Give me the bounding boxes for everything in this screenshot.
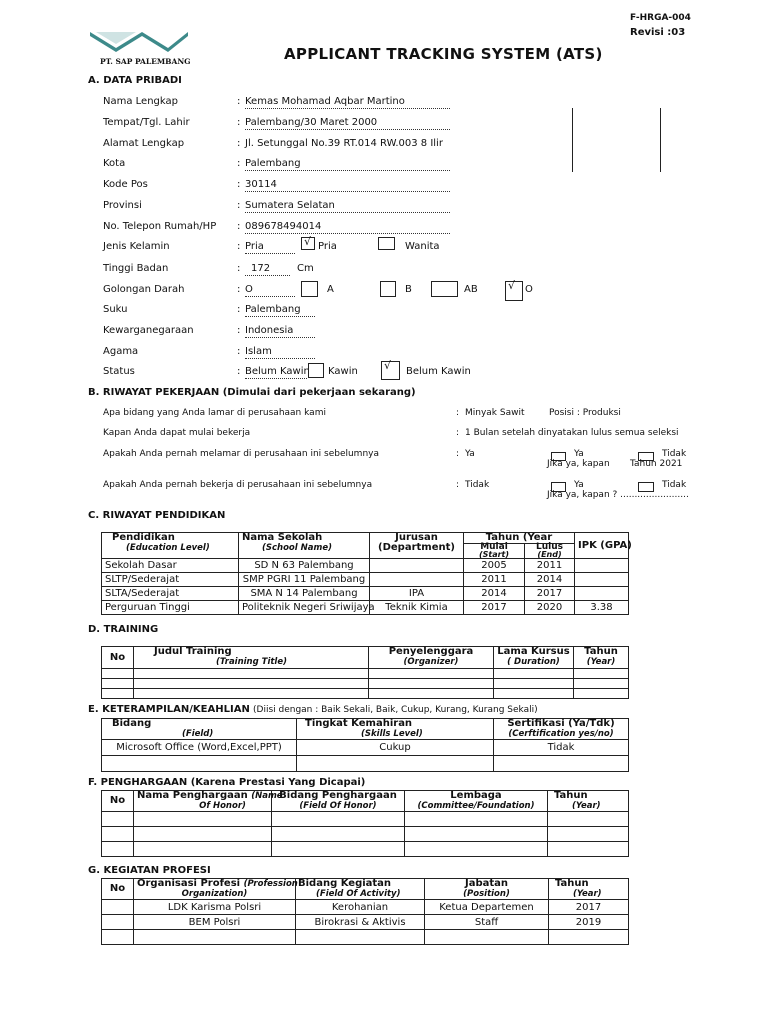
q-worked-before: Apakah Anda pernah bekerja di perusahaan ini sebelumnya [103,480,373,490]
empty-cell[interactable] [272,827,405,842]
awards-table [101,790,629,857]
empty-cell[interactable] [574,669,629,679]
table-row [102,900,629,915]
header-award-field-sub: (Field Of Honor) [299,801,377,811]
header-no [102,791,134,812]
cell-skill-field[interactable]: Microsoft Office (Word,Excel,PPT) [102,740,297,756]
company-name: PT. SAP PALEMBANG [100,57,191,66]
header-organizer-sub: (Organizer) [403,657,459,667]
section-d-heading: D. TRAINING [88,624,159,635]
empty-cell[interactable] [134,689,369,699]
value-postal-code[interactable]: 30114 [245,179,450,192]
cell-gpa[interactable]: 3.38 [575,601,629,615]
cell-position[interactable]: Staff [425,915,549,930]
label-gender: Jenis Kelamin [103,241,170,252]
header-major [370,533,464,559]
header-award-org [405,791,548,812]
label-postal-code: Kode Pos [103,179,148,190]
header-award-year-sub: (Year) [572,801,601,811]
header-certification-sub: (Cerftification yes/no) [508,729,614,739]
label-full-name: Nama Lengkap [103,96,178,107]
cell-activity-year[interactable]: 2019 [549,915,629,930]
option-applied-yes: Ya [574,449,584,459]
value-height[interactable]: 172 [245,263,290,276]
label-phone: No. Telepon Rumah/HP [103,221,217,232]
label-status: Status [103,366,135,377]
cell-skill-cert[interactable]: Tidak [494,740,629,756]
cell-major[interactable] [370,559,464,573]
check-mark: √ [508,279,516,292]
check-mark: √ [304,235,312,248]
section-e-heading: E. KETERAMPILAN/KEAHLIAN [88,704,250,715]
empty-cell[interactable] [405,812,548,827]
value-birth[interactable]: Palembang/30 Maret 2000 [245,117,450,130]
header-major-sub: (Department) [378,542,455,553]
colon: : [237,346,241,357]
option-single-label: Belum Kawin [406,366,471,377]
photo-box-right-line [660,108,661,172]
section-a-heading: A. DATA PRIBADI [88,75,182,86]
cell-end[interactable]: 2011 [525,559,575,573]
colon: : [237,304,241,315]
cell-school[interactable]: SMA N 14 Palembang [239,587,370,601]
section-g-heading: G. KEGIATAN PROFESI [88,865,211,876]
colon: : [237,158,241,169]
header-gpa-text: IPK (GPA) [578,539,632,551]
empty-cell[interactable] [494,669,574,679]
section-e-note: (Diisi dengan : Baik Sekali, Baik, Cukup, Kurang, Kurang Sekali) [253,705,538,715]
cell-major[interactable]: Teknik Kimia [370,601,464,615]
header-no [102,879,134,900]
header-organizer [369,647,494,669]
empty-cell[interactable] [548,827,629,842]
table-row [102,842,629,857]
empty-cell[interactable] [134,669,369,679]
header-skill-level-sub: (Skills Level) [361,729,423,739]
value-nationality[interactable]: Indonesia [245,325,315,338]
answer-applied-before[interactable]: Ya [465,449,475,459]
colon: : [456,480,460,490]
cell-activity-year[interactable]: 2017 [549,900,629,915]
empty-cell[interactable] [134,930,296,945]
cell-major[interactable]: IPA [370,587,464,601]
header-no-text: No [109,795,126,806]
option-worked-yes: Ya [574,480,584,490]
header-gpa [575,533,632,559]
cell-school[interactable]: SMP PGRI 11 Palembang [239,573,370,587]
cell-school[interactable]: SD N 63 Palembang [239,559,370,573]
table-row [102,827,629,842]
option-blood-a-label: A [327,284,334,295]
header-organization-sub1: (Profession [243,879,298,889]
colon: : [237,138,241,149]
answer-applied-year[interactable]: Tahun 2021 [630,459,683,469]
empty-cell[interactable] [549,930,629,945]
option-applied-no: Tidak [662,449,687,459]
checkbox-blood-a[interactable] [301,281,318,297]
header-duration-sub: ( Duration) [507,657,560,667]
section-f-heading: F. PENGHARGAAN (Karena Prestasi Yang Dicapai) [88,777,366,788]
cell-start[interactable]: 2011 [464,573,525,587]
checkbox-blood-ab[interactable] [431,281,458,297]
header-award-year-text: Tahun [554,790,588,801]
photo-box-left-line [572,108,573,172]
header-school-text: Nama Sekolah [242,532,323,543]
table-row [102,740,629,756]
table-row [102,587,629,601]
header-education-sub: (Education Level) [126,543,210,553]
empty-cell[interactable] [102,900,134,915]
colon: : [456,449,460,459]
colon: : [237,179,241,190]
option-worked-no: Tidak [662,480,687,490]
header-duration [494,647,574,669]
empty-cell[interactable] [102,689,134,699]
cell-major[interactable] [370,573,464,587]
header-major-text: Jurusan [395,532,438,543]
header-award-org-sub: (Committee/Foundation) [417,801,535,811]
empty-cell[interactable] [102,930,134,945]
checkbox-blood-o[interactable] [505,281,523,301]
colon: : [237,96,241,107]
header-start-sub: (Start) [478,550,510,559]
value-city[interactable]: Palembang [245,158,450,171]
checkbox-gender-male[interactable] [301,237,315,250]
header-training-year [574,647,629,669]
label-city: Kota [103,158,126,169]
empty-cell[interactable] [134,827,272,842]
colon: : [237,263,241,274]
header-activity-field-text: Bidang Kegiatan [298,878,392,889]
option-blood-b-label: B [405,284,412,295]
value-blood-type[interactable]: O [245,284,295,297]
cell-start[interactable]: 2005 [464,559,525,573]
label-blood-type: Golongan Darah [103,284,185,295]
training-table [101,646,629,699]
header-training-year-sub: (Year) [586,657,616,667]
empty-cell[interactable] [102,842,134,857]
value-province[interactable]: Sumatera Selatan [245,200,450,213]
header-award-name-sub2: Of Honor) [199,801,246,811]
table-row [102,679,629,689]
header-activity-field-sub: (Field Of Activity) [316,889,401,899]
empty-cell[interactable] [102,679,134,689]
empty-cell[interactable] [134,812,272,827]
option-blood-ab-label: AB [464,284,478,295]
header-organization-text: Organisasi Profesi [137,878,241,889]
header-organizer-text: Penyelenggara [388,646,474,657]
empty-cell[interactable] [369,669,494,679]
empty-cell[interactable] [102,812,134,827]
header-activity-year [549,879,629,900]
header-award-name-sub1: (Name [251,791,283,801]
table-row [102,689,629,699]
header-education-text: Pendidikan [112,532,175,543]
option-blood-o-label: O [525,284,533,295]
header-activity-year-sub: (Year) [573,889,602,899]
header-training-title-text: Judul Training [154,646,232,657]
cell-level[interactable]: Sekolah Dasar [102,559,239,573]
header-end-sub: (End) [537,550,562,559]
header-organization-sub2: Organization) [181,889,248,899]
value-religion[interactable]: Islam [245,346,315,359]
section-b-heading: B. RIWAYAT PEKERJAAN (Dimulai dari pekerjaan sekarang) [88,387,416,398]
answer-applied-field[interactable]: Minyak Sawit [465,408,525,418]
option-female-label: Wanita [405,241,440,252]
value-phone[interactable]: 089678494014 [245,221,450,234]
empty-cell[interactable] [102,669,134,679]
answer-worked-before[interactable]: Tidak [465,480,490,490]
header-activity-year-text: Tahun [555,878,589,889]
cell-position[interactable]: Ketua Departemen [425,900,549,915]
cell-end[interactable]: 2020 [525,601,575,615]
q-applied-before: Apakah Anda pernah melamar di perusahaan ini sebelumnya [103,449,379,459]
header-no-text: No [109,883,126,894]
cell-end[interactable]: 2017 [525,587,575,601]
empty-cell[interactable] [494,689,574,699]
form-code: F-HRGA-004 [630,13,691,23]
empty-cell[interactable] [297,756,494,772]
header-end-text: Lulus [536,542,563,552]
table-row [102,601,629,615]
table-row [102,915,629,930]
cell-end[interactable]: 2014 [525,573,575,587]
empty-cell[interactable] [548,842,629,857]
value-full-name[interactable]: Kemas Mohamad Aqbar Martino [245,96,450,109]
check-mark: √ [384,359,392,372]
colon: : [237,325,241,336]
revision-number: Revisi :03 [630,27,686,38]
empty-cell[interactable] [102,827,134,842]
cell-gpa[interactable] [575,559,629,573]
label-province: Provinsi [103,200,142,211]
empty-cell[interactable] [272,812,405,827]
cell-organization[interactable]: BEM Polsri [134,915,296,930]
header-education [102,533,239,559]
page-title: APPLICANT TRACKING SYSTEM (ATS) [284,45,603,63]
header-no-text: No [109,651,126,663]
education-table [101,532,632,615]
table-row [102,669,629,679]
value-ethnicity[interactable]: Palembang [245,304,315,317]
table-row [102,930,629,945]
header-activity-field [296,879,425,900]
note-applied-when: Jika ya, kapan [547,459,610,469]
option-married-label: Kawin [328,366,358,377]
label-address: Alamat Lengkap [103,138,185,149]
header-school-sub: (School Name) [262,543,333,553]
note-worked-when: Jika ya, kapan ? ........................ [547,490,689,500]
empty-cell[interactable] [405,827,548,842]
empty-cell[interactable] [102,756,297,772]
cell-gpa[interactable] [575,573,629,587]
colon: : [237,241,241,252]
header-skill-level-text: Tingkat Kemahiran [305,718,413,729]
skills-table [101,718,629,772]
header-start [464,544,525,559]
header-duration-text: Lama Kursus [497,646,570,657]
label-ethnicity: Suku [103,304,128,315]
empty-cell[interactable] [548,812,629,827]
header-skill-level [297,719,494,740]
header-award-org-text: Lembaga [450,790,502,801]
q-start-date: Kapan Anda dapat mulai bekerja [103,428,251,438]
cell-activity-field[interactable]: Birokrasi & Aktivis [296,915,425,930]
header-certification-text: Sertifikasi (Ya/Tdk) [507,718,615,729]
checkbox-gender-female[interactable] [378,237,395,250]
section-e-heading-wrap [88,704,538,715]
checkbox-status-married[interactable] [308,363,324,378]
header-award-field-text: Bidang Penghargaan [279,790,397,801]
label-nationality: Kewarganegaraan [103,325,194,336]
header-end [525,544,575,559]
cell-start[interactable]: 2014 [464,587,525,601]
cell-gpa[interactable] [575,587,629,601]
empty-cell[interactable] [425,930,549,945]
cell-organization[interactable]: LDK Karisma Polsri [134,900,296,915]
empty-cell[interactable] [405,842,548,857]
empty-cell[interactable] [494,679,574,689]
empty-cell[interactable] [574,689,629,699]
activities-table [101,878,629,945]
header-position [425,879,549,900]
empty-cell[interactable] [134,679,369,689]
checkbox-blood-b[interactable] [380,281,396,297]
cell-activity-field[interactable]: Kerohanian [296,900,425,915]
table-row [102,756,629,772]
answer-start-date[interactable]: 1 Bulan setelah dinyatakan lulus semua seleksi [465,428,679,438]
empty-cell[interactable] [134,842,272,857]
cell-school[interactable]: Politeknik Negeri Sriwijaya [239,601,370,615]
header-position-text: Jabatan [464,878,509,889]
value-address[interactable]: Jl. Setunggal No.39 RT.014 RW.003 8 Ilir [245,138,443,149]
section-c-heading: C. RIWAYAT PENDIDIKAN [88,510,226,521]
colon: : [237,200,241,211]
header-training-year-text: Tahun [584,646,618,657]
colon: : [456,428,460,438]
empty-cell[interactable] [494,756,629,772]
empty-cell[interactable] [369,689,494,699]
cell-level[interactable]: Perguruan Tinggi [102,601,239,615]
header-organization [134,879,296,900]
header-start-text: Mulai [480,542,508,552]
header-certification [494,719,629,740]
colon: : [237,117,241,128]
cell-level[interactable]: SLTA/Sederajat [102,587,239,601]
header-award-field [272,791,405,812]
header-field-text: Bidang [112,718,152,729]
cell-level[interactable]: SLTP/Sederajat [102,573,239,587]
label-religion: Agama [103,346,139,357]
value-status[interactable]: Belum Kawin [245,366,310,377]
empty-cell[interactable] [102,915,134,930]
height-unit: Cm [297,263,314,274]
header-award-name-text: Nama Penghargaan [137,790,248,801]
value-gender[interactable]: Pria [245,241,295,254]
checkbox-status-single[interactable] [381,361,400,380]
q-applied-field: Apa bidang yang Anda lamar di perusahaan kami [103,408,326,418]
table-row [102,559,629,573]
label-birth: Tempat/Tgl. Lahir [103,117,190,128]
header-position-sub: (Position) [463,889,510,899]
header-award-year [548,791,629,812]
empty-cell[interactable] [296,930,425,945]
cell-start[interactable]: 2017 [464,601,525,615]
header-year-text: Tahun (Year [485,532,553,543]
header-school [239,533,370,559]
label-height: Tinggi Badan [103,263,169,274]
colon: : [237,284,241,295]
empty-cell[interactable] [369,679,494,689]
option-male-label: Pria [318,241,337,252]
header-training-title [134,647,369,669]
empty-cell[interactable] [574,679,629,689]
table-row [102,812,629,827]
header-award-name [134,790,283,812]
empty-cell[interactable] [272,842,405,857]
header-field [102,719,297,740]
header-no [102,647,134,669]
colon: : [456,408,460,418]
header-training-title-sub: (Training Title) [216,657,287,667]
colon: : [237,366,241,377]
table-row [102,573,629,587]
header-field-sub: (Field) [182,729,214,739]
company-logo [90,30,188,52]
answer-position[interactable]: Posisi : Produksi [549,408,621,418]
cell-skill-level[interactable]: Cukup [297,740,494,756]
colon: : [237,221,241,232]
